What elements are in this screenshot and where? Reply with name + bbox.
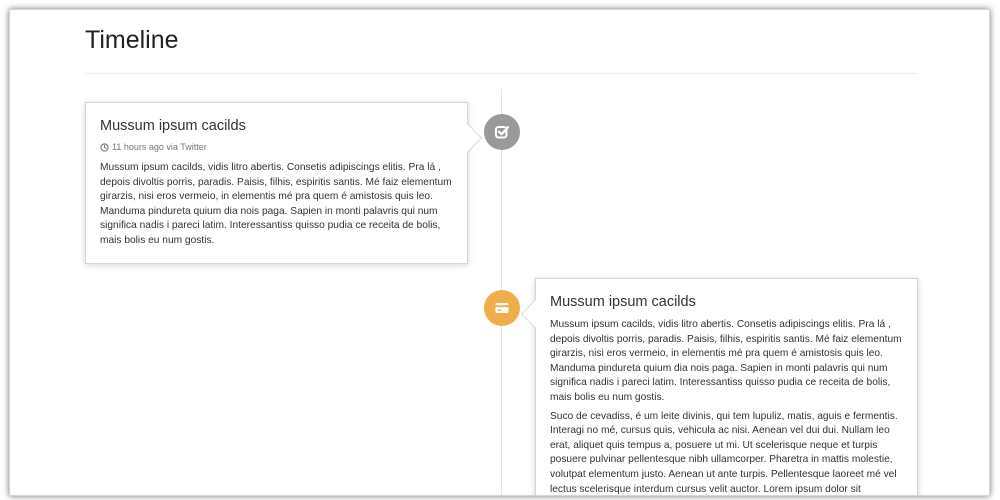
- credit-card-icon: [494, 300, 510, 316]
- title-divider: [85, 73, 918, 74]
- timeline-badge: [484, 290, 520, 326]
- panel-title: Mussum ipsum cacilds: [100, 118, 246, 134]
- timeline-panel: [85, 102, 468, 264]
- panel-title: Mussum ipsum cacilds: [550, 294, 696, 310]
- check-square-icon: [494, 124, 510, 140]
- panel-meta-text: 11 hours ago via Twitter: [112, 142, 207, 152]
- panel-body-text: Mussum ipsum cacilds, vidis litro abertis. Consetis adipiscings elitis. Pra lá , depois divoltis porris, paradis. Paisis, filhis, espiritis santis. Mé faiz elementum girarzis, nisi eros vermeio, in elementis mé pra quem é amistosis quis leo. Manduma pindureta quium dia nois paga. Sapien in monti palavris qui num significa nadis i pareci latim. Interessantiss quisso pudia ce receita de bolis, mais bolis eu num gostis.: [550, 319, 902, 403]
- panel-body-text: Suco de cevadiss, é um leite divinis, qui tem lupuliz, matis, aguis e fermentis. Interagi no mé, cursus quis, vehicula ac nisi. Aenean vel dui dui. Nullam leo erat, aliquet quis tempus a, posuere ut mi. Ut scelerisque neque et turpis posuere pulvinar pellentesque nibh ullamcorper. Pharetra in mattis molestie, volutpat elementum justo. Aenean ut ante turpis. Pellentesque laoreet mé vel lectus scelerisque interdum cursus velit auctor. Lorem ipsum dolor sit: [550, 410, 898, 495]
- page-title: Timeline: [85, 26, 179, 54]
- timeline-page: [9, 9, 990, 496]
- timeline-badge: [484, 114, 520, 150]
- panel-meta: [100, 142, 453, 152]
- panel-body-text: Mussum ipsum cacilds, vidis litro abertis. Consetis adipiscings elitis. Pra lá , depois divoltis porris, paradis. Paisis, filhis, espiritis santis. Mé faiz elementum girarzis, nisi eros vermeio, in elementis mé pra quem é amistosis quis leo. Manduma pindureta quium dia nois paga. Sapien in monti palavris qui num significa nadis i pareci latim. Interessantiss quisso pudia ce receita de bolis, mais bolis eu num gostis.: [100, 162, 452, 246]
- timeline-panel: [535, 278, 918, 496]
- clock-icon: [100, 143, 109, 152]
